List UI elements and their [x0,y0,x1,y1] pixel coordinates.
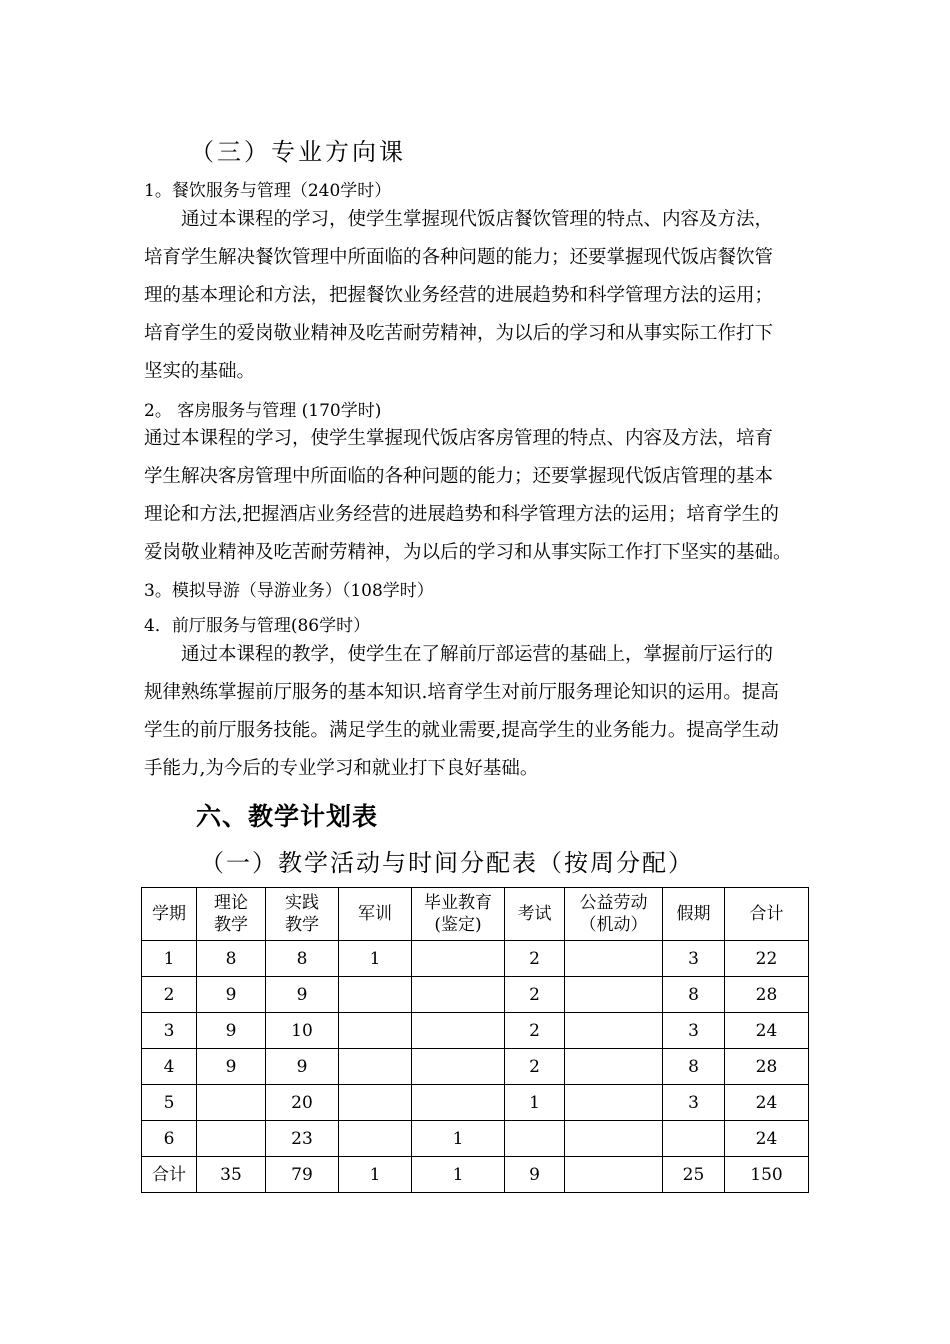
table-cell: 1 [339,1157,412,1193]
table-cell: 28 [725,1049,809,1085]
paragraph-line: 学生的前厅服务技能。满足学生的就业需要,提高学生的业务能力。提高学生动 [144,720,779,741]
table-cell [412,977,505,1013]
table-header-cell [505,888,565,941]
header-text-line: 考试 [517,904,552,924]
header-text-line: 军训 [358,904,392,924]
table-cell: 79 [266,1157,339,1193]
table-row [142,1085,809,1121]
course-4-description [144,636,810,788]
table-cell [197,1121,266,1157]
course-2-description [144,420,810,572]
table-row [142,1157,809,1193]
table-cell [565,977,663,1013]
paragraph-line: 爱岗敬业精神及吃苦耐劳精神，为以后的学习和从事实际工作打下坚实的基础。 [144,542,792,563]
table-cell: 1 [412,1121,505,1157]
table-cell: 1 [412,1157,505,1193]
table-cell: 3 [142,1013,197,1049]
paragraph-line: 规律熟练掌握前厅服务的基本知识.培育学生对前厅服务理论知识的运用。提高 [144,682,779,703]
section-six-title: 六、教学计划表 [196,802,379,831]
header-text-line: 教学 [214,915,248,935]
table-cell: 8 [266,941,339,977]
table-cell: 28 [725,977,809,1013]
table-cell [412,1013,505,1049]
header-text-line: 公益劳动 [579,893,648,913]
paragraph-line: 通过本课程的学习，使学生掌握现代饭店餐饮管理的特点、内容及方法， [144,209,774,230]
table-cell: 9 [505,1157,565,1193]
table-cell: 4 [142,1049,197,1085]
table-row [142,1013,809,1049]
table-cell: 合计 [142,1157,197,1193]
table-header-cell [565,888,663,941]
table-cell: 2 [505,941,565,977]
table-cell: 8 [663,1049,725,1085]
table-cell: 3 [663,1013,725,1049]
table-row [142,977,809,1013]
table-header-cell [412,888,505,941]
table-cell [339,1013,412,1049]
header-text-line: 毕业教育 [424,893,492,913]
table-header-cell [266,888,339,941]
header-text-line: （机动） [579,915,648,935]
table-row [142,1121,809,1157]
table-cell: 9 [266,1049,339,1085]
table-row [142,941,809,977]
table-cell [412,1049,505,1085]
table-cell: 9 [197,1049,266,1085]
table-header-row [142,888,809,941]
table-header-cell [339,888,412,941]
table-cell: 25 [663,1157,725,1193]
table-cell [565,1013,663,1049]
table-cell: 5 [142,1085,197,1121]
paragraph-line: 学生解决客房管理中所面临的各种问题的能力；还要掌握现代饭店管理的基本 [144,466,774,487]
header-text-line: 实践 [285,893,319,913]
table-cell [412,941,505,977]
schedule-table-title: （一）教学活动与时间分配表（按周分配） [200,849,694,877]
paragraph-line: 手能力,为今后的专业学习和就业打下良好基础。 [144,758,539,779]
course-3-heading: 3。模拟导游（导游业务）（108学时） [144,581,434,601]
table-cell: 2 [505,1013,565,1049]
course-2-heading: 2。 客房服务与管理 (170学时) [144,401,382,421]
course-1-heading: 1。餐饮服务与管理（240学时） [144,181,392,201]
table-cell [197,1085,266,1121]
table-cell: 9 [266,977,339,1013]
paragraph-line: 理论和方法,把握酒店业务经营的进展趋势和科学管理方法的运用；培育学生的 [144,504,779,525]
header-text-line: 合计 [749,904,784,924]
table-cell [339,1121,412,1157]
table-cell [565,941,663,977]
table-header-cell [197,888,266,941]
paragraph-line: 理的基本理论和方法，把握餐饮业务经营的进展趋势和科学管理方法的运用； [144,285,774,306]
paragraph-line: 培育学生解决餐饮管理中所面临的各种问题的能力；还要掌握现代饭店餐饮管 [144,247,774,268]
paragraph-line: 培育学生的爱岗敬业精神及吃苦耐劳精神，为以后的学习和从事实际工作打下 [144,323,774,344]
table-cell: 24 [725,1121,809,1157]
header-text-line: 理论 [214,893,248,913]
table-cell [565,1157,663,1193]
table-cell: 2 [142,977,197,1013]
table-cell: 1 [142,941,197,977]
table-cell: 35 [197,1157,266,1193]
paragraph-line: 通过本课程的学习，使学生掌握现代饭店客房管理的特点、内容及方法，培育 [144,428,774,449]
header-text-line: 学期 [152,904,186,924]
table-cell: 24 [725,1085,809,1121]
table-cell: 8 [197,941,266,977]
paragraph-line: 通过本课程的教学，使学生在了解前厅部运营的基础上，掌握前厅运行的 [144,644,774,665]
table-header-cell [663,888,725,941]
schedule-table [141,887,809,1193]
table-cell [565,1085,663,1121]
table-cell: 8 [663,977,725,1013]
section-three-title: （三）专业方向课 [190,138,406,166]
table-cell: 20 [266,1085,339,1121]
table-cell: 150 [725,1157,809,1193]
course-4-heading: 4．前厅服务与管理(86学时） [144,616,371,636]
table-row [142,1049,809,1085]
course-1-description [144,201,810,391]
table-cell: 1 [505,1085,565,1121]
table-cell: 6 [142,1121,197,1157]
table-cell: 22 [725,941,809,977]
table-cell: 10 [266,1013,339,1049]
table-cell: 1 [339,941,412,977]
table-cell: 9 [197,1013,266,1049]
table-cell: 3 [663,1085,725,1121]
table-header-cell [142,888,197,941]
header-text-line: (鉴定) [434,915,482,935]
table-cell [412,1085,505,1121]
table-header-cell [725,888,809,941]
table-cell [663,1121,725,1157]
header-text-line: 假期 [676,904,711,924]
header-text-line: 教学 [285,915,319,935]
table-cell [339,977,412,1013]
table-cell [339,1085,412,1121]
table-cell [505,1121,565,1157]
table-cell: 2 [505,1049,565,1085]
table-cell: 24 [725,1013,809,1049]
table-cell [565,1121,663,1157]
table-cell: 2 [505,977,565,1013]
paragraph-line: 坚实的基础。 [144,361,256,382]
table-cell: 3 [663,941,725,977]
table-cell: 23 [266,1121,339,1157]
table-cell [565,1049,663,1085]
table-cell: 9 [197,977,266,1013]
table-cell [339,1049,412,1085]
